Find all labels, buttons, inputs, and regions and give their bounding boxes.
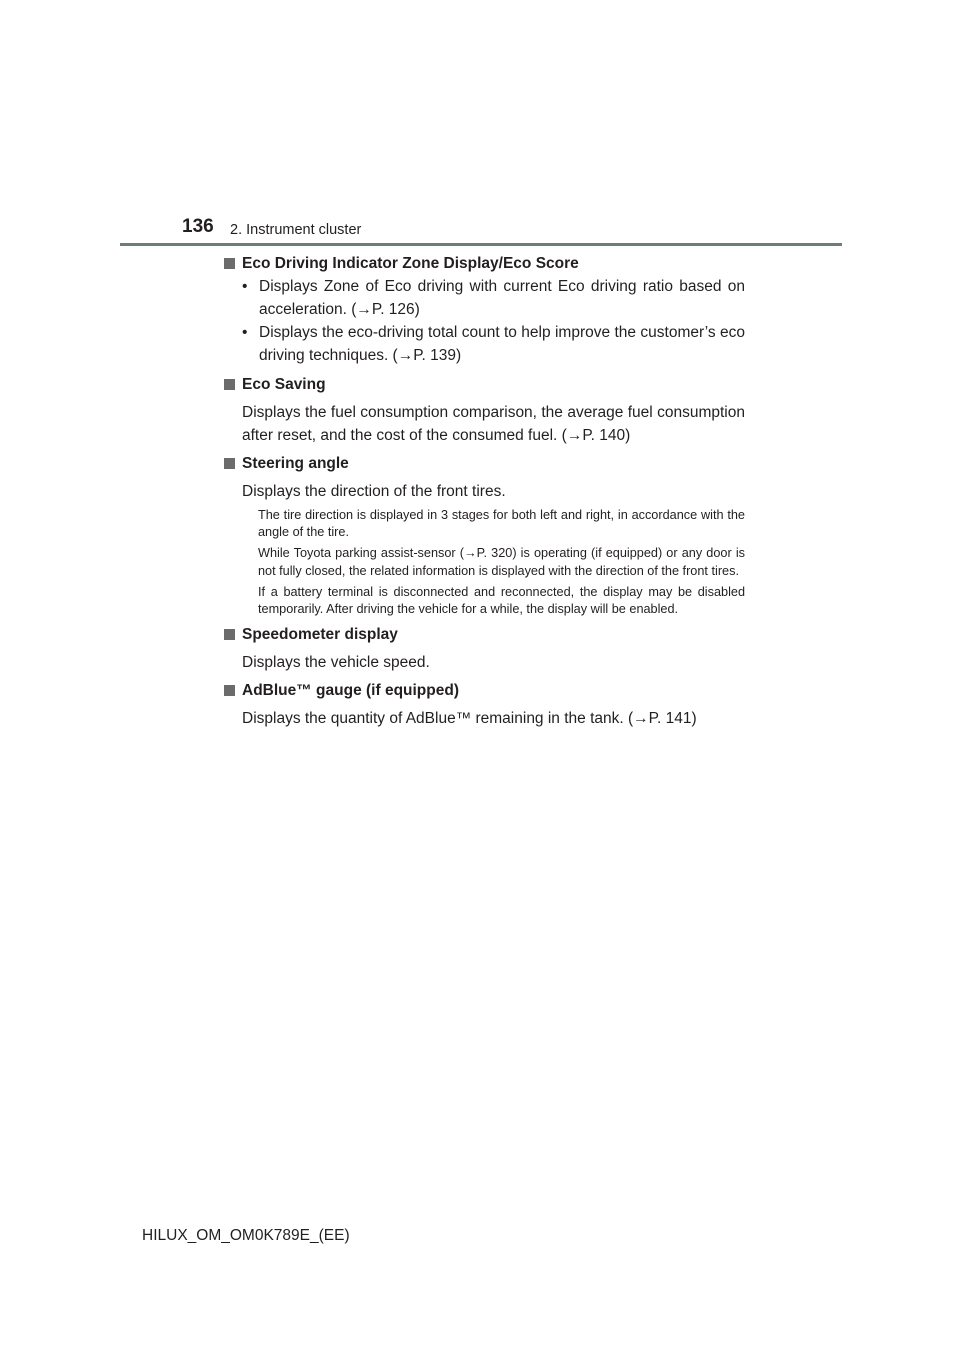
section-speedometer-display bbox=[224, 624, 745, 674]
section-heading bbox=[224, 453, 745, 475]
section-heading bbox=[224, 624, 745, 646]
square-bullet-icon bbox=[224, 379, 235, 390]
heading-text: Steering angle bbox=[242, 455, 349, 472]
square-bullet-icon bbox=[224, 685, 235, 696]
page-content bbox=[224, 253, 745, 730]
section-body: Displays the quantity of AdBlue™ remaining in the tank. (→P. 141) bbox=[242, 710, 697, 728]
section-body: Displays the fuel consumption comparison, the average fuel consumption after reset, and the cost of the consumed fuel. (→P. 140) bbox=[242, 404, 745, 444]
section-eco-saving bbox=[224, 374, 745, 447]
bullet-text: Displays the eco-driving total count to help improve the customer’s eco driving techniques. (→P. 139) bbox=[259, 324, 745, 364]
heading-text: AdBlue™ gauge (if equipped) bbox=[242, 682, 459, 700]
section-body: Displays the vehicle speed. bbox=[242, 654, 430, 672]
section-heading bbox=[224, 253, 745, 275]
heading-text: Eco Driving Indicator Zone Display/Eco Score bbox=[242, 255, 579, 272]
section-adblue-gauge bbox=[224, 680, 745, 730]
square-bullet-icon bbox=[224, 258, 235, 269]
section-steering-angle bbox=[224, 453, 745, 618]
bullet-text: Displays Zone of Eco driving with current Eco driving ratio based on acceleration. (→P. 126) bbox=[259, 278, 745, 318]
document-code: HILUX_OM_OM0K789E_(EE) bbox=[142, 1227, 350, 1244]
section-heading bbox=[224, 374, 745, 396]
bullet-dot-icon: • bbox=[242, 324, 248, 341]
bullet-dot-icon: • bbox=[242, 278, 248, 295]
bullet-item bbox=[224, 322, 745, 367]
header-rule bbox=[120, 243, 842, 246]
square-bullet-icon bbox=[224, 629, 235, 640]
section-body: Displays the direction of the front tires. bbox=[242, 483, 506, 500]
note-text: While Toyota parking assist-sensor (→P. 320) is operating (if equipped) or any door is not fully closed, the related information is displayed with the direction of the front tires. bbox=[258, 546, 745, 578]
page-number: 136 bbox=[182, 216, 214, 237]
heading-text: Speedometer display bbox=[242, 626, 398, 644]
note-text: The tire direction is displayed in 3 stages for both left and right, in accordance with the angle of the tire. bbox=[258, 508, 745, 540]
section-heading bbox=[224, 680, 745, 702]
section-title: 2. Instrument cluster bbox=[230, 222, 362, 238]
note-text: If a battery terminal is disconnected and reconnected, the display may be disabled temporarily. After driving the vehicle for a while, the display will be enabled. bbox=[258, 584, 745, 617]
bullet-item bbox=[224, 276, 745, 321]
heading-text: Eco Saving bbox=[242, 376, 326, 393]
section-eco-driving-indicator bbox=[224, 253, 745, 367]
square-bullet-icon bbox=[224, 458, 235, 469]
